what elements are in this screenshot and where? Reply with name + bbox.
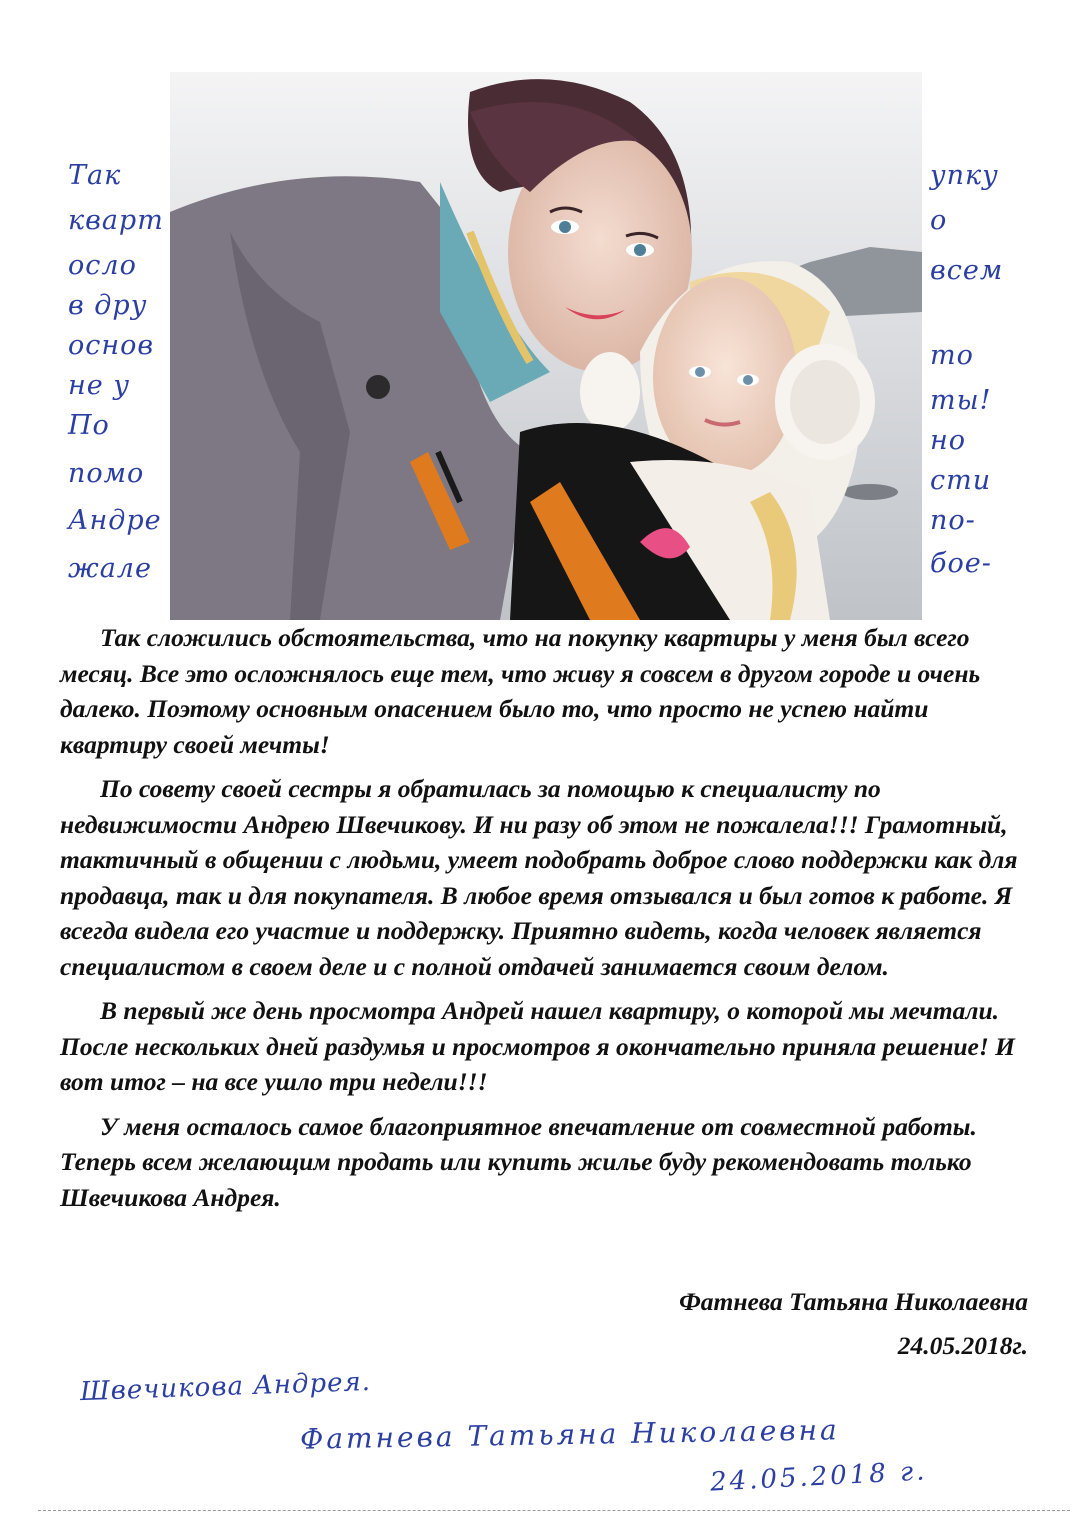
letter-paragraph: В первый же день просмотра Андрей нашел квартиру, о которой мы мечтали. После нескольких дней раздумья и просмотров я окончательно приняла решение! И вот итог – на все ушло три недели!!!	[60, 996, 1015, 1096]
handwritten-fragment: но	[930, 425, 967, 456]
handwritten-fragment: не у	[68, 370, 131, 401]
handwritten-bottom-line: Швечикова Андрея.	[79, 1366, 372, 1408]
handwritten-fragment: Андре	[68, 505, 162, 536]
handwritten-fragment: по-	[930, 505, 976, 536]
handwritten-fragment: Так	[68, 160, 122, 191]
handwritten-fragment: кварт	[68, 205, 164, 236]
handwritten-fragment: ты!	[930, 385, 992, 416]
page-edge-line	[38, 1510, 1070, 1511]
letter-paragraph: По совету своей сестры я обратилась за помощью к специалисту по недвижимости Андрею Швечикову. И ни разу об этом не пожалела!!! Грамотный, тактичный в общении с людьми, умеет подобрать доброе слово поддержки как для продавца, так и для покупателя. В любое время отзывался и был готов к работе. Я всегда видела его участие и поддержку. Приятно видеть, когда человек является специалистом в своем деле и с полной отдачей занимается своим делом.	[60, 774, 1018, 981]
handwritten-fragment: осло	[68, 250, 137, 281]
handwritten-fragment: о	[930, 205, 948, 236]
letter-paragraph: У меня осталось самое благоприятное впечатление от совместной работы. Теперь всем желающим продать или купить жилье буду рекомендовать только Швечикова Андрея.	[60, 1111, 977, 1212]
handwritten-fragment: жале	[68, 553, 152, 584]
author-name: Фатнева Татьяна Николаевна	[679, 1287, 1028, 1316]
handwritten-fragment: то	[930, 340, 974, 371]
handwritten-bottom-line: Фатнева Татьяна Николаевна	[299, 1413, 840, 1456]
handwritten-fragment: помо	[68, 458, 145, 489]
selfie-photo-drawing	[170, 72, 922, 620]
letter-date: 24.05.2018г.	[897, 1331, 1028, 1360]
handwritten-fragment: сти	[930, 465, 992, 496]
handwritten-fragment: По	[68, 410, 110, 441]
handwritten-fragment: бое-	[930, 548, 992, 579]
letter-body	[60, 620, 1035, 1224]
signature-block	[679, 1280, 1028, 1368]
letter-paragraph: Так сложились обстоятельства, что на покупку квартиры у меня был всего месяц. Все это осложнялось еще тем, что живу я совсем в другом городе и очень далеко. Поэтому основным опасением было то, что просто не успею найти квартиру своей мечты!	[60, 623, 981, 759]
handwritten-fragment: упку	[930, 160, 999, 191]
selfie-photo	[170, 72, 922, 620]
handwritten-fragment: всем	[930, 255, 1004, 286]
handwritten-fragment: основ	[68, 330, 155, 361]
handwritten-bottom-line: 24.05.2018 г.	[709, 1456, 929, 1498]
handwritten-fragment: в дру	[68, 290, 148, 321]
